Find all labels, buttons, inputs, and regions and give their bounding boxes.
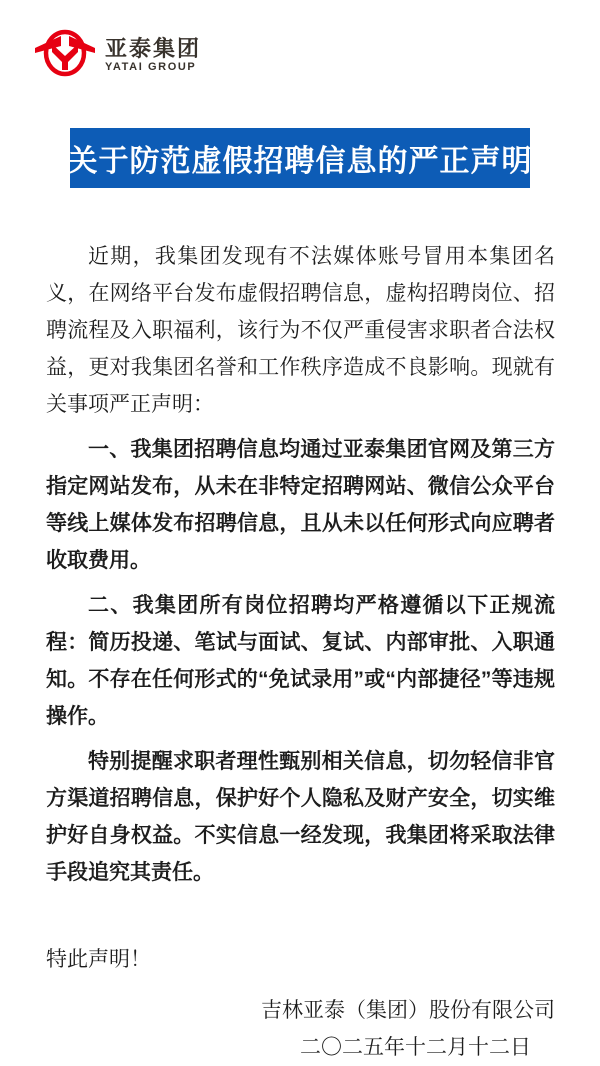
signature-block [0,992,600,1066]
statement-title: 关于防范虚假招聘信息的严正声明 [67,145,533,178]
logo-name-cn: 亚泰集团 [105,36,202,61]
statement-date: 二〇二五年十二月十二日 [300,1036,531,1059]
paragraph-reminder: 特别提醒求职者理性甄别相关信息，切勿轻信非官方渠道招聘信息，保护好个人隐私及财产安全，切实维护好自身权益。不实信息一经发现，我集团将采取法律手段追究其责任。 [46,750,555,884]
paragraph-intro: 近期，我集团发现有不法媒体账号冒用本集团名义，在网络平台发布虚假招聘信息，虚构招聘岗位、招聘流程及入职福利，该行为不仅严重侵害求职者合法权益，更对我集团名誉和工作秩序造成不良影响。现就有关事项严正声明： [46,245,555,416]
paragraph-item-1: 一、我集团招聘信息均通过亚泰集团官网及第三方指定网站发布，从未在非特定招聘网站、微信公众平台等线上媒体发布招聘信息，且从未以任何形式向应聘者收取费用。 [46,438,555,572]
header [0,0,600,77]
paragraph-item-2: 二、我集团所有岗位招聘均严格遵循以下正规流程：简历投递、笔试与面试、复试、内部审批、入职通知。不存在任何形式的“免试录用”或“内部捷径”等违规操作。 [46,594,555,728]
logo-text [105,25,201,74]
statement-body [0,238,600,891]
statement-title-banner [67,128,533,188]
logo-name-en: YATAI GROUP [105,61,197,73]
company-name: 吉林亚泰（集团）股份有限公司 [261,999,555,1022]
closing-statement: 特此声明！ [46,948,151,971]
yatai-logo-emblem [34,25,96,77]
